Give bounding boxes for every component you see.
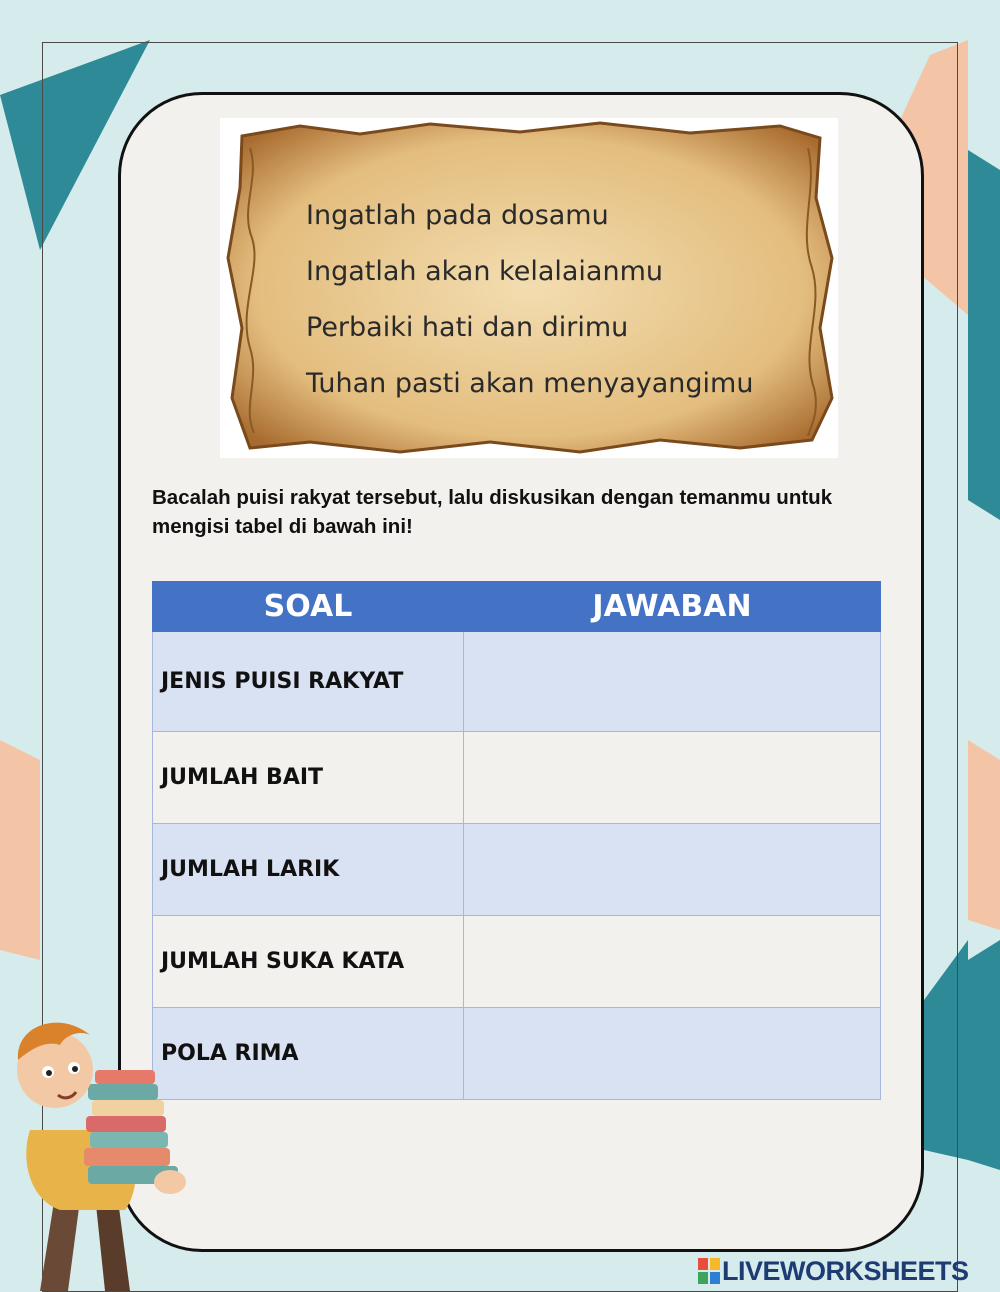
poem-scroll — [220, 118, 838, 458]
poem-lines — [306, 188, 753, 412]
answer-input[interactable] — [464, 632, 880, 731]
table-row — [153, 632, 881, 732]
instruction-text: Bacalah puisi rakyat tersebut, lalu diskusikan dengan temanmu untuk mengisi tabel di bawah ini! — [152, 486, 833, 538]
answer-input[interactable] — [464, 916, 880, 1007]
question-cell: POLA RIMA — [153, 1008, 464, 1100]
poem-line: Perbaiki hati dan dirimu — [306, 312, 629, 343]
question-cell: JENIS PUISI RAKYAT — [153, 632, 464, 732]
peach-shape-left — [0, 740, 40, 960]
answer-input[interactable] — [464, 732, 880, 823]
answer-cell[interactable] — [464, 824, 881, 916]
answer-table — [152, 581, 881, 1100]
question-cell: JUMLAH SUKA KATA — [153, 916, 464, 1008]
teal-shape-right — [968, 150, 1000, 520]
header-soal: SOAL — [153, 582, 464, 632]
poem-line: Ingatlah akan kelalaianmu — [306, 256, 663, 287]
question-cell: JUMLAH BAIT — [153, 732, 464, 824]
peach-shape-right — [968, 740, 1000, 930]
table-row — [153, 732, 881, 824]
answer-cell[interactable] — [464, 1008, 881, 1100]
teal-triangle-right — [968, 940, 1000, 1170]
table-row — [153, 1008, 881, 1100]
answer-input[interactable] — [464, 824, 880, 915]
answer-cell[interactable] — [464, 916, 881, 1008]
boy-with-books-illustration — [0, 1010, 200, 1291]
table-row — [153, 824, 881, 916]
header-jawaban: JAWABAN — [464, 582, 881, 632]
brand-name: LIVEWORKSHEETS — [722, 1255, 969, 1286]
table-row — [153, 916, 881, 1008]
answer-cell[interactable] — [464, 632, 881, 732]
liveworksheets-brand — [698, 1256, 969, 1286]
poem-line: Ingatlah pada dosamu — [306, 200, 609, 231]
answer-input[interactable] — [464, 1008, 880, 1099]
question-cell: JUMLAH LARIK — [153, 824, 464, 916]
liveworksheets-logo-icon — [698, 1258, 720, 1284]
poem-line: Tuhan pasti akan menyayangimu — [306, 368, 754, 399]
answer-cell[interactable] — [464, 732, 881, 824]
